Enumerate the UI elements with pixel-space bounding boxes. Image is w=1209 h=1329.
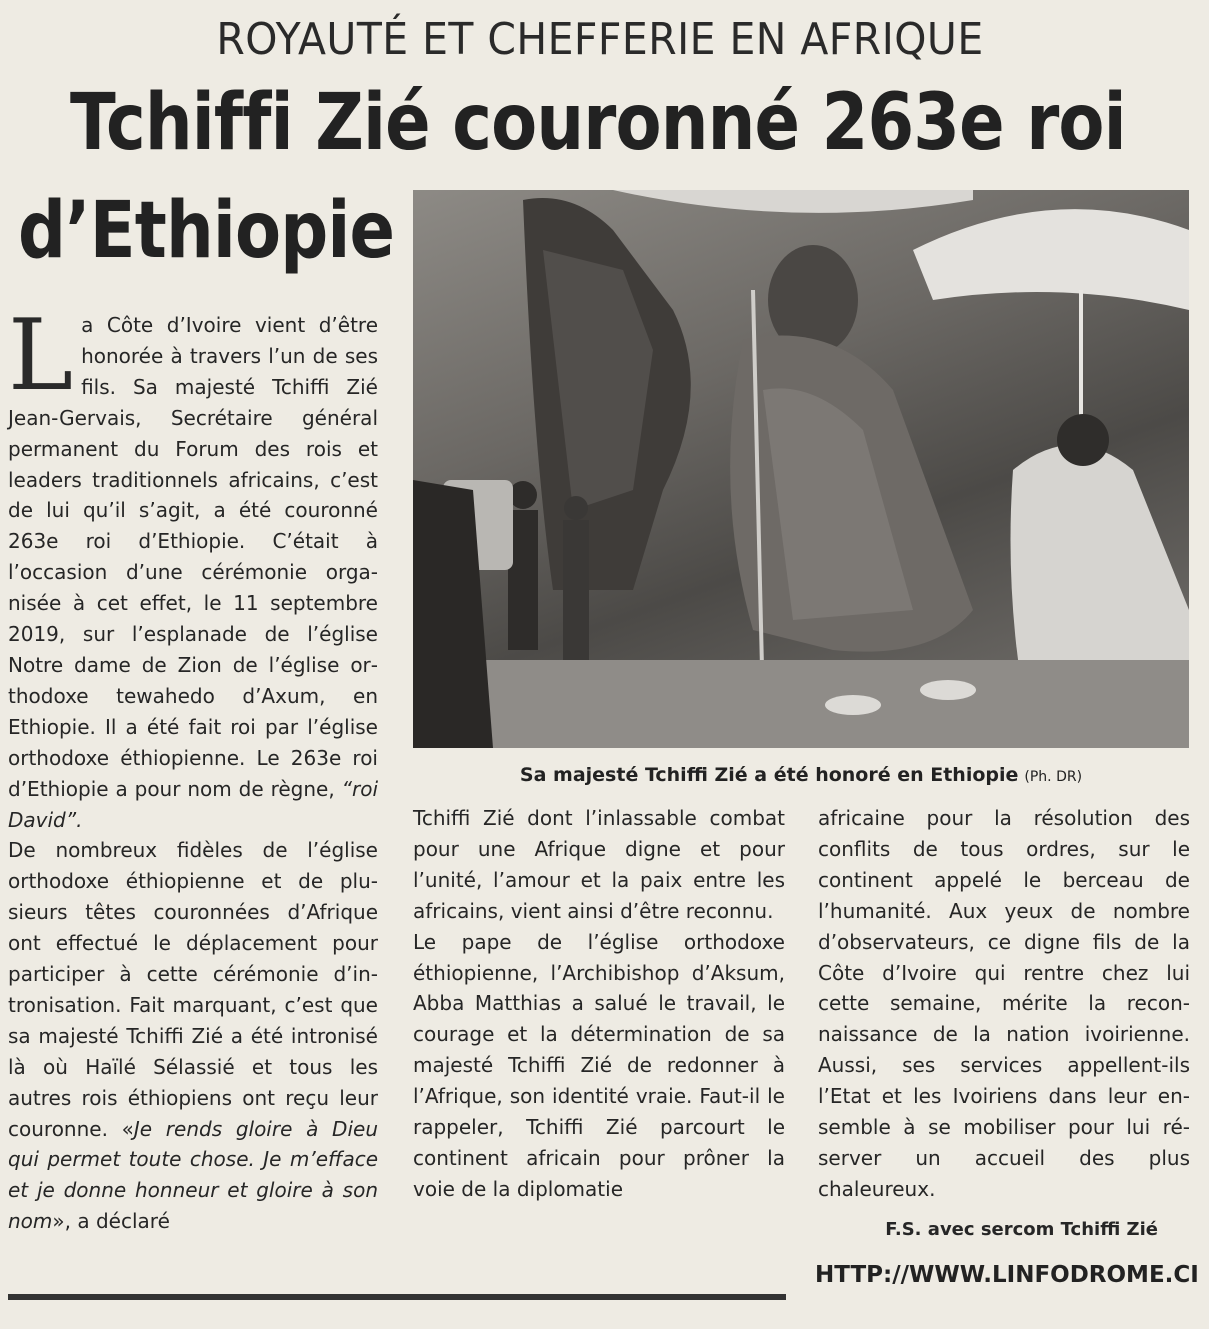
bottom-rule	[8, 1294, 786, 1300]
reign-name-quote: “roi David”.	[8, 776, 379, 832]
article-column-3	[818, 803, 1190, 1246]
paragraph-2	[8, 835, 378, 1237]
photo-caption	[413, 764, 1189, 786]
headline-line-2: d’Ethiopie	[18, 186, 395, 276]
caption-text: Sa majesté Tchiffi Zié a été honoré en Ethiopie	[519, 764, 1019, 786]
drop-cap: L	[8, 299, 74, 413]
paragraph-2-end: », a déclaré	[52, 1209, 170, 1234]
photo-credit: (Ph. DR)	[1024, 769, 1083, 785]
article-photo	[413, 190, 1189, 748]
paragraph-5: africaine pour la résolution des conflits de tous ordres, sur le continent appelé le berceau de l’humanité. Aux yeux de nombre d’observateurs, ce digne fils de la Côte d’Ivoire qui rentre chez lui cette semaine, mérite la reconnaissance de la nation ivoirienne. Aussi, ses services appellent-ils l’Etat et les Ivoiriens dans leur ensemble à se mobiliser pour lui réserver un accueil des plus chaleureux.	[818, 806, 1190, 1201]
article-signature: F.S. avec sercom Tchiffi Zié	[885, 1218, 1158, 1240]
paragraph-3: Tchiffi Zié dont l’inlassable combat pour une Afrique digne et pour l’unité, l’amour et la paix entre les africains, vient ainsi d’être reconnu.	[413, 806, 785, 923]
footer-url: HTTP://WWW.LINFODROME.CI	[815, 1262, 1199, 1288]
paragraph-4: Le pape de l’église orthodoxe éthiopienne, l’Archibishop d’Aksum, Abba Matthias a salué le travail, le courage et la détermination de sa majesté Tchiffi Zié de redonner à l’Afrique, son identité vraie. Faut-il le rappeler, Tchiffi Zié parcourt le continent africain pour prôner la voie de la diplomatie	[413, 929, 785, 1201]
paragraph-1-text: a Côte d’Ivoire vient d’être honorée à travers l’un de ses fils. Sa majesté Tchiffi Zié Jean-Gervais, Secrétaire général permanent du Forum des rois et leaders traditionnels africains, c’est de lui qu’il s’agit, a été couronné 263e roi d’Ethiopie. C’était à l’occasion d’une cérémonie organisée à cet effet, le 11 septembre 2019, sur l’esplanade de l’église Notre dame de Zion de l’église orthodoxe tewahedo d’Axum, en Ethiopie. Il a été fait roi par l’église orthodoxe éthiopienne. Le 263e roi d’Ethiopie a pour nom de règne,	[8, 313, 378, 801]
article-column-1	[8, 299, 379, 1237]
paragraph-1	[8, 299, 379, 835]
headline-line-1: Tchiffi Zié couronné 263e roi	[70, 78, 1126, 168]
coronation-scene-illustration	[413, 190, 1189, 748]
article-kicker: ROYAUTÉ ET CHEFFERIE EN AFRIQUE	[216, 14, 984, 65]
paragraph-2-text: De nombreux fidèles de l’église orthodoxe éthiopienne et de plusieurs têtes couronnées d’Afrique ont effectué le déplacement pour participer à cette cérémonie d’intronisation. Fait marquant, c’est que sa majesté Tchiffi Zié a été intronisé là où Haïlé Sélassié et tous les autres rois éthiopiens ont reçu leur couronne. «	[8, 838, 378, 1141]
quote-text: Je rends gloire à Dieu qui permet toute chose. Je m’efface et je donne honneur et gloire à son nom	[8, 1116, 378, 1234]
article-column-2	[413, 803, 785, 1205]
